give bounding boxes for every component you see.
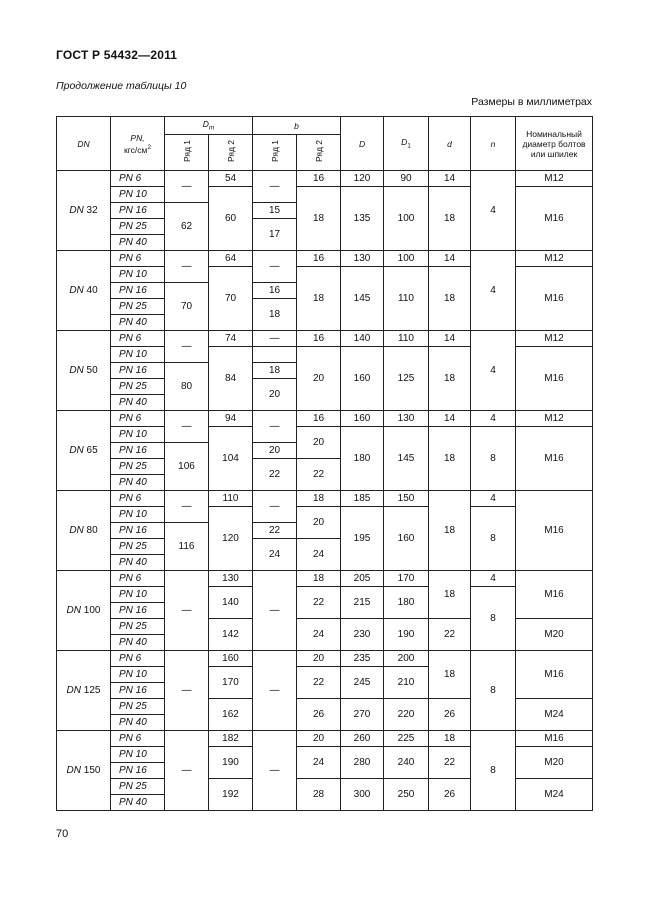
d-cell: 22 (429, 747, 471, 779)
header-D1 (384, 117, 429, 171)
table-row (57, 171, 593, 187)
group-dn50 (57, 331, 593, 411)
b1-cell: 18 (253, 299, 297, 331)
b2-cell: 24 (297, 539, 341, 571)
bolt-cell: M16 (516, 651, 593, 699)
pn-cell: PN 40 (111, 715, 165, 731)
b1-cell: — (253, 411, 297, 443)
D1-cell: 110 (384, 267, 429, 331)
bolt-cell: M16 (516, 427, 593, 491)
d-cell: 14 (429, 171, 471, 187)
n-cell: 8 (471, 651, 516, 731)
table-row (57, 587, 593, 603)
header-bolt-diameter: Номинальный диаметр болтов или шпилек (516, 117, 593, 171)
pn-cell: PN 6 (111, 651, 165, 667)
pn-cell: PN 10 (111, 347, 165, 363)
dm2-cell: 190 (209, 747, 253, 779)
D1-cell: 125 (384, 347, 429, 411)
dm1-cell: 62 (165, 203, 209, 251)
dm2-cell: 162 (209, 699, 253, 731)
table-row (57, 251, 593, 267)
D-cell: 160 (341, 411, 384, 427)
b2-cell: 16 (297, 411, 341, 427)
header-D1-sub: 1 (407, 142, 411, 150)
D-cell: 120 (341, 171, 384, 187)
D-cell: 205 (341, 571, 384, 587)
pn-cell: PN 16 (111, 603, 165, 619)
b2-cell: 20 (297, 347, 341, 411)
pn-cell: PN 25 (111, 539, 165, 555)
b2-cell: 20 (297, 507, 341, 539)
pn-cell: PN 16 (111, 683, 165, 699)
n-cell: 8 (471, 587, 516, 651)
dn-cell: DN 80 (57, 491, 111, 571)
b2-cell: 18 (297, 267, 341, 331)
b1-cell: — (253, 651, 297, 731)
dm1-cell: — (165, 491, 209, 523)
dn-cell: DN 65 (57, 411, 111, 491)
bolt-cell: M16 (516, 187, 593, 251)
pn-cell: PN 25 (111, 619, 165, 635)
pn-cell: PN 6 (111, 571, 165, 587)
D-cell: 135 (341, 187, 384, 251)
group-dn150 (57, 731, 593, 811)
b2-cell: 16 (297, 331, 341, 347)
D-cell: 300 (341, 779, 384, 811)
b2-cell: 16 (297, 171, 341, 187)
D1-cell: 110 (384, 331, 429, 347)
d-cell: 14 (429, 331, 471, 347)
b1-cell: — (253, 571, 297, 651)
dn-cell: DN 150 (57, 731, 111, 811)
pn-cell: PN 10 (111, 587, 165, 603)
dm2-cell: 192 (209, 779, 253, 811)
D-cell: 195 (341, 507, 384, 571)
D1-cell: 250 (384, 779, 429, 811)
pn-cell: PN 6 (111, 331, 165, 347)
b2-cell: 22 (297, 587, 341, 619)
D-cell: 230 (341, 619, 384, 651)
b2-cell: 16 (297, 251, 341, 267)
dm2-cell: 110 (209, 491, 253, 507)
d-cell: 18 (429, 267, 471, 331)
n-cell: 8 (471, 507, 516, 571)
pn-cell: PN 16 (111, 523, 165, 539)
bolt-cell: M12 (516, 171, 593, 187)
bolt-cell: M16 (516, 267, 593, 331)
D-cell: 140 (341, 331, 384, 347)
n-cell: 8 (471, 731, 516, 811)
n-cell: 4 (471, 571, 516, 587)
dm2-cell: 54 (209, 171, 253, 187)
dn-cell: DN 50 (57, 331, 111, 411)
pn-cell: PN 40 (111, 235, 165, 251)
header-dm (165, 117, 253, 135)
dm1-cell: — (165, 651, 209, 731)
pn-cell: PN 6 (111, 251, 165, 267)
pn-cell: PN 25 (111, 779, 165, 795)
table-row (57, 507, 593, 523)
dn-cell: DN 32 (57, 171, 111, 251)
bolt-cell: M16 (516, 347, 593, 411)
D-cell: 270 (341, 699, 384, 731)
header-pn (111, 117, 165, 171)
dm1-cell: — (165, 171, 209, 203)
pn-cell: PN 16 (111, 203, 165, 219)
dn-cell: DN 100 (57, 571, 111, 651)
b2-cell: 22 (297, 667, 341, 699)
d-cell: 18 (429, 491, 471, 571)
header-pn-unit-sup: 2 (147, 143, 151, 151)
header-b-row2-text: Ряд 2 (313, 140, 324, 163)
D-cell: 180 (341, 427, 384, 491)
b2-cell: 18 (297, 491, 341, 507)
b1-cell: — (253, 171, 297, 203)
dn-cell: DN 125 (57, 651, 111, 731)
pn-cell: PN 6 (111, 731, 165, 747)
bolt-cell: M20 (516, 747, 593, 779)
b1-cell: 24 (253, 539, 297, 571)
dm1-cell: — (165, 731, 209, 811)
D1-cell: 100 (384, 187, 429, 251)
D1-cell: 210 (384, 667, 429, 699)
pn-cell: PN 10 (111, 747, 165, 763)
b1-cell: 22 (253, 523, 297, 539)
b1-cell: 17 (253, 219, 297, 251)
pn-cell: PN 40 (111, 395, 165, 411)
D1-cell: 160 (384, 507, 429, 571)
group-dn80 (57, 491, 593, 571)
dm2-cell: 60 (209, 187, 253, 251)
header-D: D (341, 117, 384, 171)
D1-cell: 100 (384, 251, 429, 267)
table-header (57, 117, 593, 171)
b2-cell: 24 (297, 619, 341, 651)
dm2-cell: 70 (209, 267, 253, 331)
dm2-cell: 104 (209, 427, 253, 491)
b1-cell: — (253, 491, 297, 523)
b2-cell: 20 (297, 651, 341, 667)
dm2-cell: 64 (209, 251, 253, 267)
D1-cell: 220 (384, 699, 429, 731)
D-cell: 280 (341, 747, 384, 779)
n-cell: 4 (471, 171, 516, 251)
dm1-cell: — (165, 571, 209, 651)
header-D1-label: D (401, 137, 408, 148)
table-row (57, 331, 593, 347)
b1-cell: 20 (253, 443, 297, 459)
bolt-cell: M24 (516, 779, 593, 811)
dm2-cell: 142 (209, 619, 253, 651)
D1-cell: 170 (384, 571, 429, 587)
pn-cell: PN 40 (111, 475, 165, 491)
header-b: b (253, 117, 341, 135)
b1-cell: 20 (253, 379, 297, 411)
d-cell: 18 (429, 347, 471, 411)
table-row (57, 491, 593, 507)
dm1-cell: 80 (165, 363, 209, 411)
dm1-cell: — (165, 411, 209, 443)
header-b-row1 (253, 135, 297, 171)
pn-cell: PN 16 (111, 363, 165, 379)
table-row (57, 731, 593, 747)
pn-cell: PN 6 (111, 171, 165, 187)
D-cell: 235 (341, 651, 384, 667)
D-cell: 160 (341, 347, 384, 411)
b1-cell-empty (253, 347, 297, 363)
D1-cell: 145 (384, 427, 429, 491)
table-row (57, 571, 593, 587)
pn-cell: PN 16 (111, 443, 165, 459)
d-cell: 26 (429, 779, 471, 811)
b2-cell: 18 (297, 571, 341, 587)
pn-cell: PN 16 (111, 763, 165, 779)
dm2-cell: 94 (209, 411, 253, 427)
dm2-cell: 84 (209, 347, 253, 411)
dm2-cell: 120 (209, 507, 253, 571)
dm1-cell: — (165, 251, 209, 283)
pn-cell: PN 25 (111, 459, 165, 475)
header-n: n (471, 117, 516, 171)
pn-cell: PN 6 (111, 411, 165, 427)
dm2-cell: 130 (209, 571, 253, 587)
pn-cell: PN 40 (111, 635, 165, 651)
header-b-row1-text: Ряд 1 (269, 140, 280, 163)
group-dn65 (57, 411, 593, 491)
group-dn100 (57, 571, 593, 651)
pn-cell: PN 25 (111, 219, 165, 235)
d-cell: 26 (429, 699, 471, 731)
group-dn32 (57, 171, 593, 251)
table-row (57, 411, 593, 427)
pn-cell: PN 40 (111, 315, 165, 331)
D1-cell: 225 (384, 731, 429, 747)
group-dn125 (57, 651, 593, 731)
header-pn-label: PN, (130, 132, 145, 143)
header-dm-row1-text: Ряд 1 (181, 140, 192, 163)
b2-cell: 26 (297, 699, 341, 731)
header-pn-unit: кгс/см (124, 144, 148, 155)
d-cell: 18 (429, 571, 471, 619)
D1-cell: 150 (384, 491, 429, 507)
header-b-row2 (297, 135, 341, 171)
b1-cell: 16 (253, 283, 297, 299)
dm2-cell: 140 (209, 587, 253, 619)
table-row (57, 427, 593, 443)
D1-cell: 190 (384, 619, 429, 651)
b1-cell: — (253, 331, 297, 347)
header-dm-sub: m (208, 124, 215, 132)
dm2-cell: 160 (209, 651, 253, 667)
dm2-cell: 182 (209, 731, 253, 747)
b1-cell: 22 (253, 459, 297, 491)
b2-cell: 20 (297, 427, 341, 459)
pn-cell: PN 25 (111, 379, 165, 395)
d-cell: 18 (429, 187, 471, 251)
dm1-cell: 116 (165, 523, 209, 571)
b2-cell: 24 (297, 747, 341, 779)
bolt-cell: M16 (516, 491, 593, 571)
d-cell: 14 (429, 251, 471, 267)
header-dm-label: D (202, 119, 209, 130)
pn-cell: PN 10 (111, 427, 165, 443)
bolt-cell: M12 (516, 411, 593, 427)
header-d: d (429, 117, 471, 171)
pn-cell: PN 16 (111, 283, 165, 299)
bolt-cell: M24 (516, 699, 593, 731)
d-cell: 14 (429, 411, 471, 427)
D1-cell: 130 (384, 411, 429, 427)
d-cell: 22 (429, 619, 471, 651)
D-cell: 215 (341, 587, 384, 619)
bolt-cell: M20 (516, 619, 593, 651)
b2-cell: 18 (297, 187, 341, 251)
n-cell: 4 (471, 331, 516, 411)
pn-cell: PN 6 (111, 491, 165, 507)
d-cell: 18 (429, 427, 471, 491)
D1-cell: 240 (384, 747, 429, 779)
bolt-cell: M16 (516, 731, 593, 747)
bolt-cell: M12 (516, 251, 593, 267)
bolt-cell: M16 (516, 571, 593, 619)
n-cell: 4 (471, 491, 516, 507)
b1-cell: — (253, 251, 297, 283)
n-cell: 4 (471, 411, 516, 427)
header-dm-row1 (165, 135, 209, 171)
group-dn40 (57, 251, 593, 331)
D-cell: 185 (341, 491, 384, 507)
D1-cell: 200 (384, 651, 429, 667)
pn-cell: PN 10 (111, 507, 165, 523)
b1-cell: 18 (253, 363, 297, 379)
d-cell: 18 (429, 731, 471, 747)
D-cell: 245 (341, 667, 384, 699)
D-cell: 130 (341, 251, 384, 267)
n-cell: 8 (471, 427, 516, 491)
b2-cell: 20 (297, 731, 341, 747)
units-note: Размеры в миллиметрах (471, 96, 592, 108)
pn-cell: PN 40 (111, 555, 165, 571)
D1-cell: 90 (384, 171, 429, 187)
header-dm-row2 (209, 135, 253, 171)
page-number: 70 (56, 828, 69, 840)
pn-cell: PN 25 (111, 699, 165, 715)
pn-cell: PN 10 (111, 187, 165, 203)
pn-cell: PN 40 (111, 795, 165, 811)
dm2-cell: 170 (209, 667, 253, 699)
bolt-cell: M12 (516, 331, 593, 347)
b2-cell: 28 (297, 779, 341, 811)
pn-cell: PN 10 (111, 667, 165, 683)
header-dn: DN (57, 117, 111, 171)
flange-dimensions-table (56, 116, 593, 811)
b1-cell: 15 (253, 203, 297, 219)
dm1-cell: — (165, 331, 209, 363)
pn-cell: PN 25 (111, 299, 165, 315)
header-dm-row2-text: Ряд 2 (225, 140, 236, 163)
D1-cell: 180 (384, 587, 429, 619)
b2-cell: 22 (297, 459, 341, 491)
pn-cell: PN 10 (111, 267, 165, 283)
d-cell: 18 (429, 651, 471, 699)
dn-cell: DN 40 (57, 251, 111, 331)
dm2-cell: 74 (209, 331, 253, 347)
b1-cell: — (253, 731, 297, 811)
table-continuation-caption: Продолжение таблицы 10 (56, 80, 187, 92)
D-cell: 260 (341, 731, 384, 747)
table-row (57, 651, 593, 667)
dm1-cell: 106 (165, 443, 209, 491)
dm1-cell: 70 (165, 283, 209, 331)
n-cell: 4 (471, 251, 516, 331)
standard-designation: ГОСТ Р 54432—2011 (56, 48, 178, 62)
D-cell: 145 (341, 267, 384, 331)
